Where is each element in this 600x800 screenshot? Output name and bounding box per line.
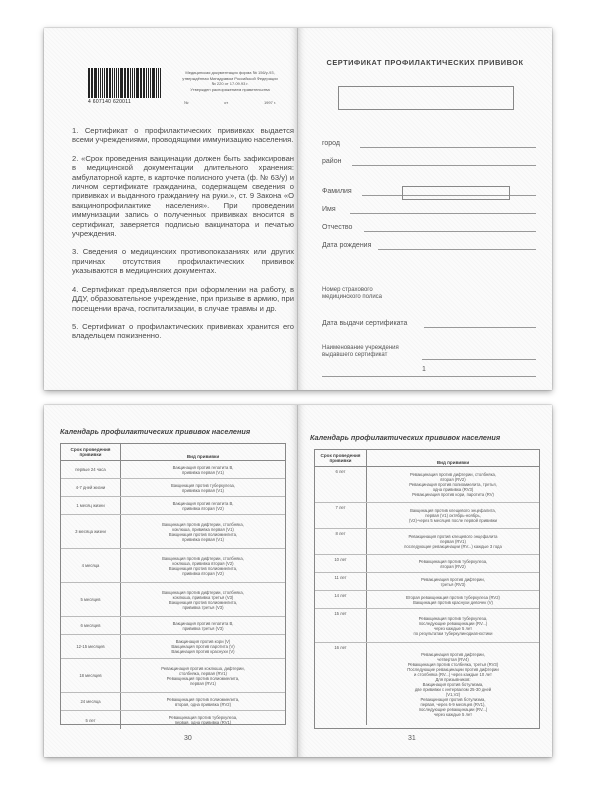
barcode-bar	[158, 68, 160, 98]
row-kind: Вторая ревакцинация против туберкулеза (RV2) Вакцинация против краснухи девочек (V)	[406, 594, 500, 605]
form-header-no: №	[183, 100, 189, 106]
barcode-number: 4 607140 620011	[88, 99, 132, 105]
barcode-bar	[146, 68, 147, 98]
calendar-row	[315, 573, 539, 591]
barcode	[88, 68, 162, 106]
barcode-bar	[136, 68, 138, 98]
birth-date-field[interactable]	[322, 238, 536, 250]
form-header-numbers	[166, 100, 294, 106]
page-number: 1	[422, 366, 426, 373]
row-kind: Вакцинация против клещевого энцефалита, первая (V1) октябрь-ноябрь, (V2)-через 5 месяцев после первой прививки	[408, 508, 498, 524]
barcode-bar	[106, 68, 108, 98]
row-kind: Вакцинация против дифтерии, столбняка, коклюша, прививка третья (V3) Вакцинация против полиомиелита, прививка третья (V3)	[162, 589, 244, 610]
row-term: 7 лет	[315, 503, 367, 528]
row-term: 6 лет	[315, 467, 367, 502]
barcode-bar	[134, 68, 135, 98]
note-paragraph: 1. Сертификат о профилактических прививках выдается всеми учреждениями, проводящими иммунизацию населения.	[72, 126, 294, 145]
row-kind: Вакцинация против гепатита В, прививка третья (V3)	[172, 620, 234, 631]
row-kind-cell	[121, 515, 285, 548]
issue-date-label: Дата выдачи сертификата	[322, 320, 408, 327]
form-header-year: 1997 г.	[263, 100, 277, 106]
barcode-bar	[92, 68, 93, 98]
row-kind-cell	[367, 643, 539, 725]
barcode-bars	[88, 68, 162, 98]
barcode-bar	[152, 68, 154, 98]
row-kind-cell	[367, 529, 539, 554]
birth-date-label: Дата рождения	[322, 242, 372, 249]
row-term: 5 месяцев	[61, 583, 121, 616]
row-kind: Вакцинация против дифтерии, столбняка, коклюша, прививка вторая (V2) Вакцинация против полиомиелита, прививка вторая (V2)	[162, 555, 244, 576]
calendar-row	[61, 659, 285, 693]
note-paragraph: 3. Сведения о медицинских противопоказаниях или других причинах отсутствия профилактических прививок указываются в медицинских документах.	[72, 247, 294, 276]
row-term: 12-15 месяцев	[61, 635, 121, 658]
row-kind-cell	[121, 583, 285, 616]
barcode-bar	[118, 68, 119, 98]
row-term: 10 лет	[315, 555, 367, 572]
row-term: 5 лет	[61, 711, 121, 729]
barcode-bar	[156, 68, 157, 98]
form-header-line: утверждённая Минздравом Российской Федерации	[182, 75, 278, 81]
institution-field[interactable]	[322, 340, 536, 360]
row-term: 11 лет	[315, 573, 367, 590]
barcode-bar	[141, 68, 142, 98]
note-paragraph: 2. «Срок проведения вакцинации должен быть зафиксирован в медицинской документации длительного хранения: амбулаторной карте, в карточке полисного учета (ф. № 63/у) и личном сертификате гражданина, содержащем сведения о прививках и выданного гражданину на руки.», ст. 9 Закона «О вакцинопрофилактике населения». При проведении иммунизации запись о полученных прививках вносится в сертификат, заверяется подписью вакцинатора и печатью учреждения.	[72, 153, 294, 239]
barcode-bar	[143, 68, 145, 98]
calendar-rows	[61, 461, 285, 729]
calendar-row	[61, 479, 285, 497]
calendar-row	[61, 711, 285, 729]
form-header	[166, 70, 294, 106]
row-kind: Ревакцинация против клещевого энцефалита первая (RV1) последующие ревакцинации (RV...) каждые 3 года	[404, 534, 502, 550]
row-kind: Вакцинация против кори (V) Вакцинация против паротита (V) Вакцинация против краснухи (V)	[171, 639, 235, 655]
note-paragraph: 5. Сертификат о профилактических прививках хранится его владельцем пожизненно.	[72, 321, 294, 341]
top-spread	[44, 28, 552, 390]
row-term: 4-7 дней жизни	[61, 479, 121, 496]
barcode-bar	[140, 68, 141, 98]
calendar-table-left	[60, 443, 286, 725]
bottom-spread	[44, 405, 552, 757]
barcode-bar	[98, 68, 99, 98]
row-term: 6 месяцев	[61, 617, 121, 634]
calendar-header	[315, 450, 539, 467]
row-kind: Вакцинация против гепатита В, прививка вторая (V2)	[172, 500, 234, 511]
district-label: район	[322, 158, 342, 165]
row-term: 16 лет	[315, 643, 367, 725]
barcode-bar	[88, 68, 90, 98]
district-field[interactable]	[322, 154, 536, 166]
barcode-bar	[124, 68, 125, 98]
term-column-header: Срок проведения прививки	[315, 450, 367, 466]
name-label: Имя	[322, 206, 336, 213]
policy-box[interactable]	[402, 186, 510, 200]
barcode-bar	[100, 68, 102, 98]
row-kind-cell	[121, 659, 285, 692]
row-kind-cell	[121, 497, 285, 514]
barcode-bar	[130, 68, 131, 98]
certificate-title: СЕРТИФИКАТ ПРОФИЛАКТИЧЕСКИХ ПРИВИВОК	[326, 58, 524, 67]
row-kind: Вакцинация против туберкулеза, прививка первая (V1)	[170, 482, 236, 493]
row-kind: Ревакцинация против туберкулеза, первая, одна прививка (RV1)	[168, 715, 238, 726]
calendar-title: Календарь профилактических прививок населения	[60, 427, 251, 436]
calendar-row	[315, 467, 539, 503]
row-kind: Ревакцинация против коклюша, дифтерии, столбняка, первая (RV1) Ревакцинация против полиомиелита, первая (RV1)	[161, 665, 245, 686]
row-term: 1 месяц жизни	[61, 497, 121, 514]
row-kind: Ревакцинация против дифтерии, четвертая (RV4) Ревакцинация против столбняка, третья (RV3) Последующие ревакцинации против дифтерии и столбняка (RV...) через каждые 10 лет Для призывников: Вакцинация против ботулизма, две прививки с интервалом 25-30 дней (V1,V2) Ревакцинация против ботулизма, первая, через 6-9 месяцев (RV1), последующие ревакцинации (RV...) через каждые 5 лет	[407, 651, 499, 717]
calendar-row	[315, 555, 539, 573]
row-kind-cell	[121, 549, 285, 582]
row-term: 3 месяца жизни	[61, 515, 121, 548]
form-header-line: Утвержден распоряжением правительства	[190, 86, 270, 92]
barcode-bar	[114, 68, 115, 98]
barcode-bar	[102, 68, 103, 98]
row-kind: Вакцинация против дифтерии, столбняка, коклюша, прививка первая (V1) Вакцинация против полиомиелита, прививка первая (V1)	[162, 521, 244, 542]
barcode-bar	[127, 68, 129, 98]
barcode-bar	[91, 68, 92, 98]
kind-column-header: Вид прививки	[186, 454, 220, 459]
calendar-row	[315, 529, 539, 555]
calendar-page-right	[298, 405, 552, 757]
patronymic-field[interactable]	[322, 220, 536, 232]
row-term: 8 лет	[315, 529, 367, 554]
row-kind: Ревакцинация против дифтерии, столбняка, вторая (RV2) Ревакцинация против полиомиелита, третья, одна прививка (RV3) Ревакцинация против кори, паротита (RV)	[409, 472, 497, 498]
institution-label: Наименование учреждения выдавшего сертификат	[322, 345, 399, 358]
note-paragraph: 4. Сертификат предъявляется при оформлении на работу, в ДДУ, образовательное учреждение, при призыве в армию, при посещении врача, госпитализации, в случае травмы и др.	[72, 284, 294, 313]
barcode-bar	[120, 68, 122, 98]
row-kind-cell	[367, 467, 539, 502]
row-kind: Ревакцинация против дифтерии, третья (RV3)	[421, 576, 485, 587]
calendar-row	[61, 635, 285, 659]
page-number: 30	[184, 735, 192, 742]
blank-line[interactable]	[322, 376, 536, 377]
row-kind-cell	[121, 635, 285, 658]
calendar-row	[61, 693, 285, 711]
calendar-title: Календарь профилактических прививок населения	[310, 433, 501, 442]
name-field[interactable]	[322, 202, 536, 214]
row-term: 18 месяцев	[61, 659, 121, 692]
surname-label: Фамилия	[322, 188, 352, 195]
barcode-bar	[148, 68, 149, 98]
calendar-row	[315, 591, 539, 609]
calendar-row	[61, 617, 285, 635]
row-kind-cell	[121, 461, 285, 478]
certificate-page	[298, 28, 552, 390]
row-term: первые 24 часа	[61, 461, 121, 478]
barcode-bar	[132, 68, 134, 98]
row-kind-cell	[121, 711, 285, 729]
row-kind: Ревакцинация против полиомиелита, вторая, одна прививка (RV2)	[166, 696, 240, 707]
row-term: 4 месяца	[61, 549, 121, 582]
term-column-header: Срок проведения прививки	[61, 444, 121, 460]
calendar-row	[61, 515, 285, 549]
barcode-bar	[160, 68, 161, 98]
row-kind-cell	[367, 591, 539, 608]
calendar-row	[315, 643, 539, 725]
patronymic-label: Отчество	[322, 224, 353, 231]
city-field[interactable]	[322, 136, 536, 148]
barcode-bar	[104, 68, 105, 98]
row-kind: Ревакцинация против туберкулеза, вторая (RV2)	[418, 558, 488, 569]
row-term: 24 месяца	[61, 693, 121, 710]
info-page	[44, 28, 298, 390]
calendar-row	[61, 549, 285, 583]
policy-field	[322, 282, 536, 302]
row-kind-cell	[121, 479, 285, 496]
stamp-box[interactable]	[338, 86, 514, 110]
row-kind: Вакцинация против гепатита В, прививка первая (V1)	[172, 464, 234, 475]
row-term: 15 лет	[315, 609, 367, 642]
city-label: город	[322, 140, 341, 147]
form-header-line: Медицинская документация форма № 156/у-93,	[185, 70, 275, 75]
row-kind-cell	[121, 693, 285, 710]
row-kind: Ревакцинация против туберкулеза, последующие ревакцинации (RV...) через каждые 5 лет по результатам туберкулинодиагностики	[413, 615, 493, 636]
row-term: 14 лет	[315, 591, 367, 608]
calendar-page-left	[44, 405, 298, 757]
calendar-table-right	[314, 449, 540, 729]
kind-column-header: Вид прививки	[436, 460, 470, 465]
row-kind-cell	[367, 503, 539, 528]
form-header-line: № 220 от 17.09.93 г.	[211, 81, 249, 87]
issue-date-field[interactable]	[322, 316, 536, 328]
barcode-bar	[94, 68, 96, 98]
calendar-row	[61, 497, 285, 515]
page-number: 31	[408, 735, 416, 742]
calendar-row	[61, 461, 285, 479]
row-kind-cell	[367, 609, 539, 642]
policy-label: Номер страхового медицинского полиса	[322, 287, 383, 300]
barcode-bar	[116, 68, 118, 98]
barcode-bar	[150, 68, 152, 98]
barcode-bar	[125, 68, 126, 98]
calendar-row	[61, 583, 285, 617]
barcode-bar	[109, 68, 111, 98]
form-header-from: от	[224, 100, 229, 106]
calendar-row	[315, 503, 539, 529]
calendar-header	[61, 444, 285, 461]
calendar-row	[315, 609, 539, 643]
certificate-notes	[72, 126, 294, 350]
barcode-bar	[112, 68, 113, 98]
row-kind-cell	[121, 617, 285, 634]
row-kind-cell	[367, 573, 539, 590]
row-kind-cell	[367, 555, 539, 572]
calendar-rows	[315, 467, 539, 725]
